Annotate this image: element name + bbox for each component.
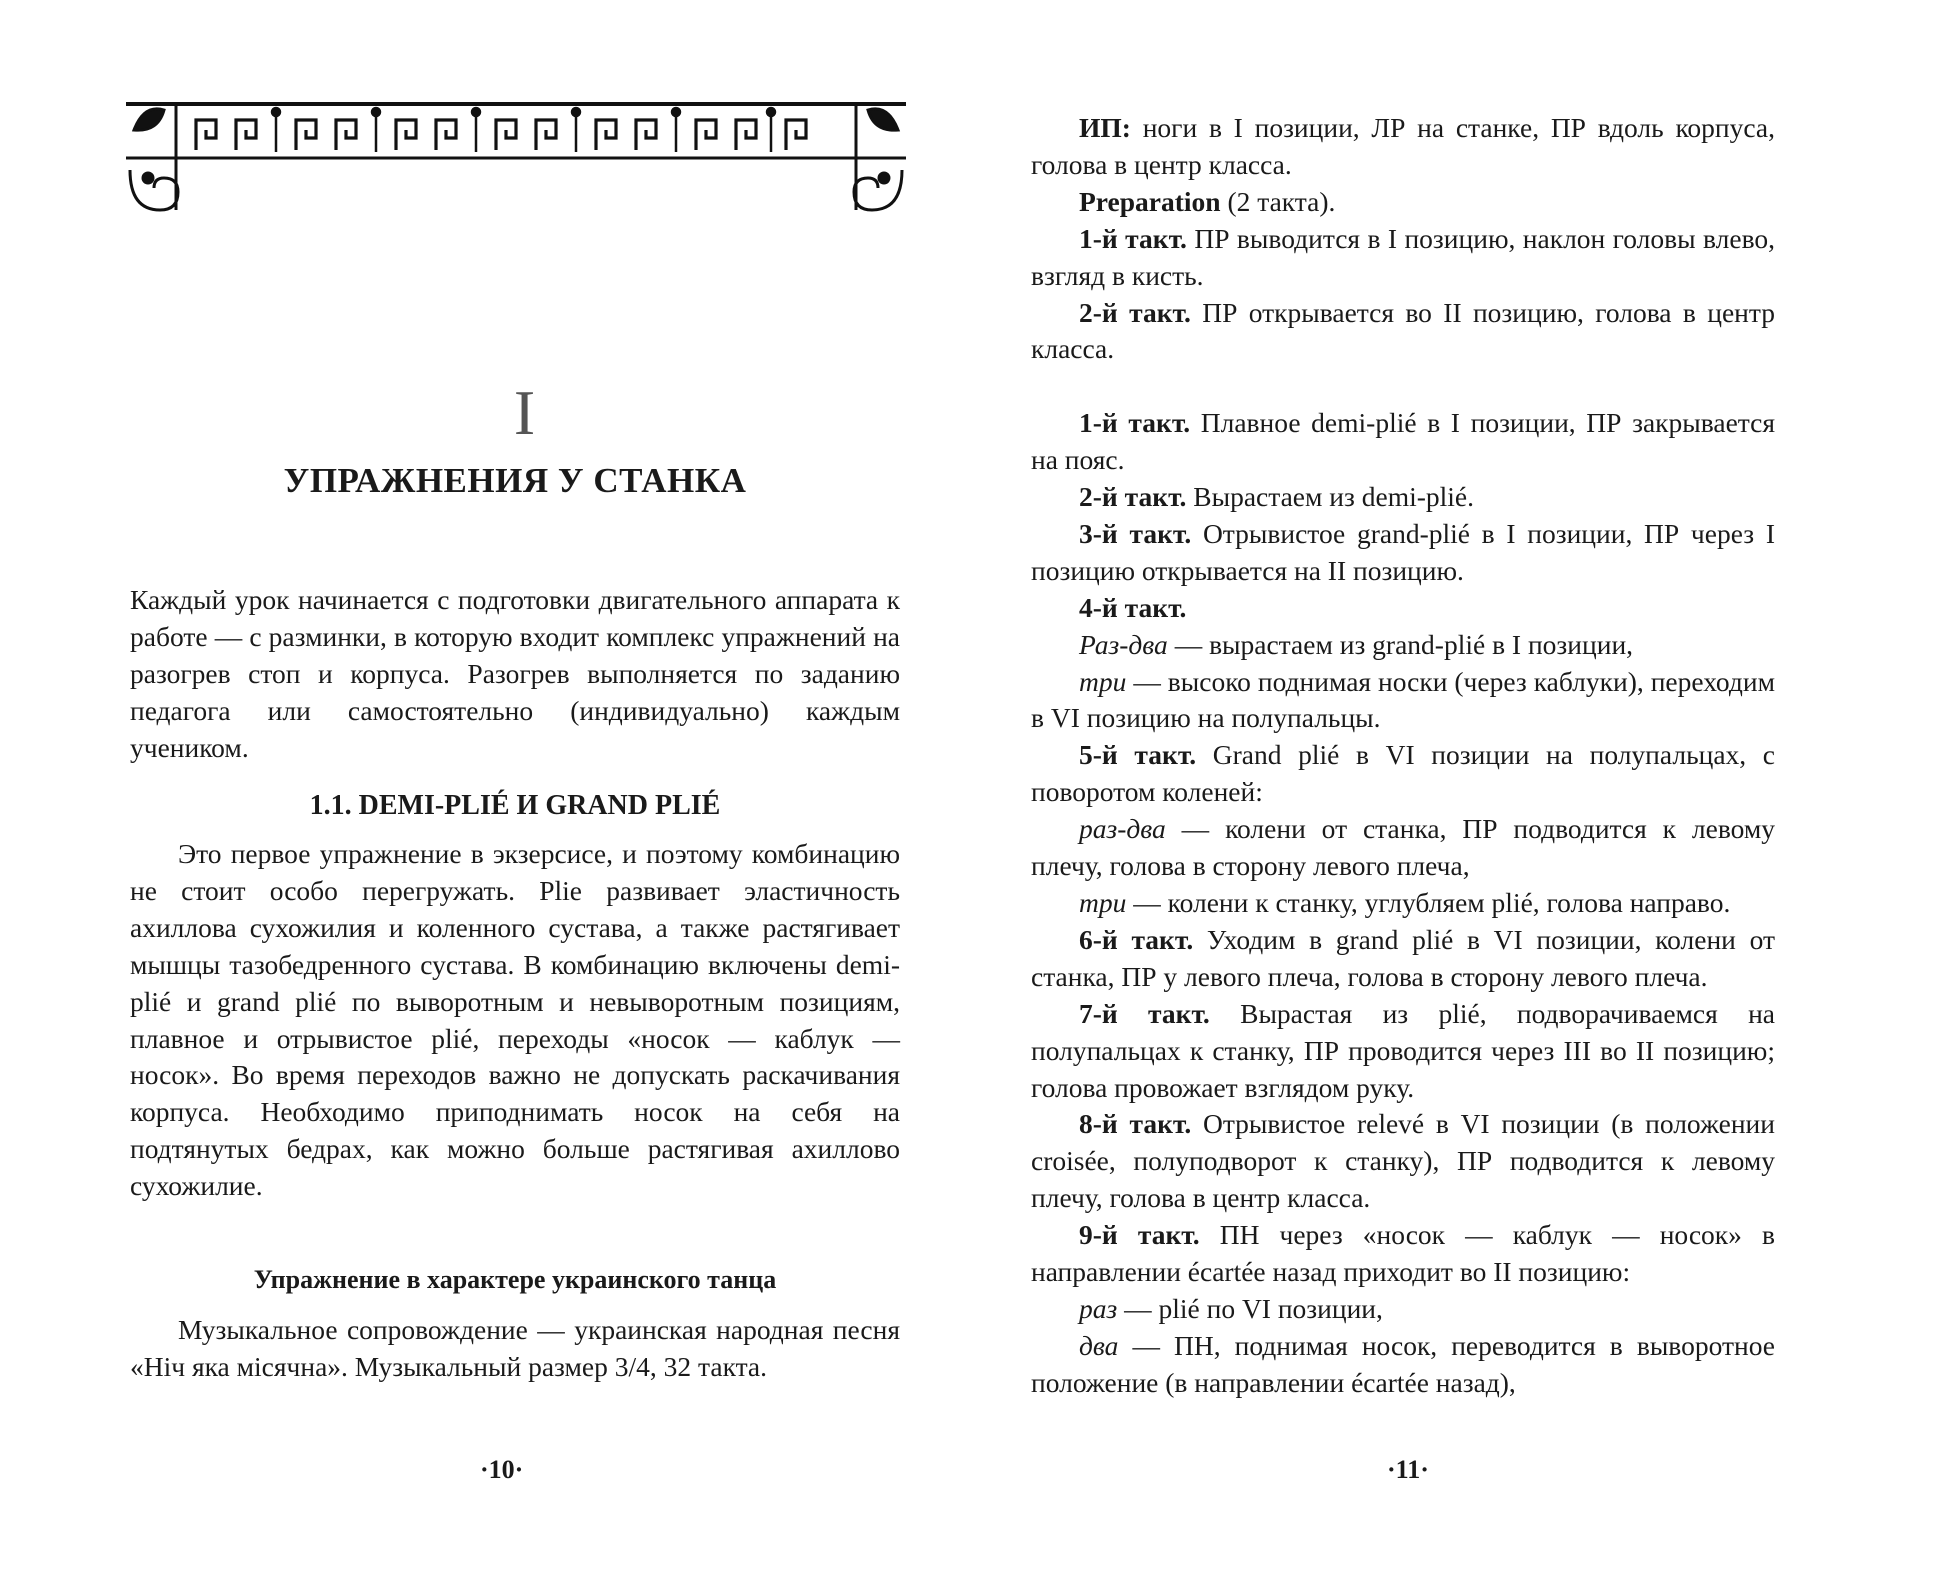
instruction-text: Отрывистое grand-plié в I позиции, ПР через I позицию открывается на II позицию.	[1031, 517, 1775, 586]
instruction-label: Preparation	[1079, 185, 1221, 217]
instruction-label: ИП:	[1079, 112, 1131, 143]
instruction-text: Grand plié в VI позиции на полупальцах, с поворотом коленей:	[1031, 739, 1775, 808]
instruction-text: — вырастаем из grand-plié в I позиции,	[1167, 628, 1634, 660]
instruction-text: Вырастаем из demi-plié.	[1186, 481, 1474, 513]
instruction-text: ПН через «носок — каблук — носок» в направлении écartée назад приходит во II позицию:	[1031, 1219, 1775, 1288]
instruction-label: раз	[1079, 1292, 1118, 1324]
instruction-label: 1-й такт.	[1079, 407, 1191, 439]
instruction-paragraph	[1031, 221, 1775, 295]
page-number-right: ·11·	[1387, 1455, 1429, 1484]
instruction-paragraph	[1031, 627, 1775, 664]
chapter-numeral: I	[513, 377, 537, 448]
instruction-label: раз-два	[1079, 813, 1166, 845]
exercise-title: Упражнение в характере украинского танца	[253, 1265, 777, 1294]
instruction-text: (2 такта).	[1220, 185, 1336, 217]
instruction-text: — plié по VI позиции,	[1117, 1292, 1383, 1324]
instruction-label: 1-й такт.	[1079, 222, 1187, 254]
instruction-paragraph	[1031, 1217, 1775, 1291]
instruction-text: ПР открывается во II позицию, голова в центр класса.	[1031, 296, 1775, 365]
instruction-text: ноги в I позиции, ЛР на станке, ПР вдоль корпуса, голова в центр класса.	[1031, 112, 1775, 180]
chapter-title: УПРАЖНЕНИЯ У СТАНКА	[283, 461, 747, 500]
instruction-paragraph	[1031, 295, 1775, 369]
instruction-text: — колени к станку, углубляем plié, голова направо.	[1126, 887, 1731, 919]
instruction-paragraph	[1031, 405, 1775, 479]
instruction-paragraph	[1031, 922, 1775, 996]
page-number-left: ·10·	[480, 1455, 524, 1484]
instruction-text: — высоко поднимая носки (через каблуки), переходим в VI позицию на полупальцы.	[1031, 665, 1775, 734]
instruction-paragraph	[1031, 1291, 1775, 1328]
paragraph-spacer	[1031, 368, 1775, 405]
instruction-list	[1031, 110, 1775, 1402]
instruction-paragraph	[1031, 516, 1775, 590]
instruction-paragraph	[1031, 1328, 1775, 1402]
instruction-label: 3-й такт.	[1079, 517, 1192, 549]
instruction-paragraph	[1031, 664, 1775, 738]
instruction-paragraph	[1031, 110, 1775, 184]
right-page	[967, 0, 1934, 1576]
instruction-label: 8-й такт.	[1079, 1108, 1192, 1140]
instruction-label: 2-й такт.	[1079, 296, 1191, 328]
instruction-text: — колени от станка, ПР подводится к левому плечу, голова в сторону левого плеча,	[1031, 813, 1775, 882]
instruction-paragraph	[1031, 184, 1775, 221]
instruction-text: Отрывистое relevé в VI позиции (в положении croisée, полуподворот к станку), ПР подводится к левому плечу, голова в центр класса.	[1031, 1108, 1775, 1214]
instruction-text: — ПН, поднимая носок, переводится в выворотное положение (в направлении écartée назад),	[1031, 1329, 1775, 1398]
instruction-text: ПР выводится в I позицию, наклон головы влево, взгляд в кисть.	[1031, 222, 1775, 291]
section-title: 1.1. DEMI-PLIÉ И GRAND PLIÉ	[309, 790, 721, 821]
instruction-label: 6-й такт.	[1079, 923, 1194, 955]
instruction-label: 7-й такт.	[1079, 997, 1210, 1029]
instruction-label: Раз-два	[1079, 628, 1168, 660]
instruction-label: три	[1079, 665, 1127, 697]
instruction-paragraph	[1031, 811, 1775, 885]
instruction-paragraph	[1031, 737, 1775, 811]
instruction-label: 5-й такт.	[1079, 739, 1197, 771]
exercise-paragraph: Музыкальное сопровождение — украинская народная песня «Ніч яка місячна». Музыкальный размер 3/4, 32 такта.	[130, 1314, 900, 1382]
section-paragraph: Это первое упражнение в экзерсисе, и поэтому комбинацию не стоит особо перегружать. Plie развивает эластичность ахиллова сухожилия и коленного сустава, а также растягивает мышцы тазобедренного сустава. В комбинацию включены demi-plié и grand plié по выворотным и невыворотным позициям, плавное и отрывистое plié, переходы «носок — каблук — носок». Во время переходов важно не допускать раскачивания корпуса. Необходимо приподнимать носок на себя на подтянутых бедрах, как можно больше растягивая ахиллово сухожилие.	[130, 838, 900, 1202]
ornament-border-icon	[126, 100, 906, 220]
instruction-label: три	[1079, 887, 1127, 919]
instruction-text: Уходим в grand plié в VI позиции, колени от станка, ПР у левого плеча, голова в сторону левого плеча.	[1031, 923, 1775, 992]
intro-paragraph: Каждый урок начинается с подготовки двигательного аппарата к работе — с разминки, в которую входит комплекс упражнений на разогрев стоп и корпуса. Разогрев выполняется по заданию педагога или самостоятельно (индивидуально) каждым учеником.	[130, 584, 900, 763]
instruction-label: 4-й такт.	[1079, 591, 1187, 623]
instruction-label: 9-й такт.	[1079, 1219, 1200, 1251]
instruction-paragraph	[1031, 996, 1775, 1107]
instruction-text: Вырастая из plié, подворачиваемся на полупальцах к станку, ПР проводится через III во II позицию; голова провожает взглядом руку.	[1031, 997, 1775, 1103]
instruction-paragraph	[1031, 885, 1775, 922]
instruction-label: два	[1079, 1329, 1119, 1361]
instruction-paragraph	[1031, 1106, 1775, 1217]
instruction-paragraph	[1031, 479, 1775, 516]
instruction-paragraph	[1031, 590, 1775, 627]
instruction-label: 2-й такт.	[1079, 481, 1187, 513]
instruction-text: Плавное demi-plié в I позиции, ПР закрывается на пояс.	[1031, 407, 1775, 476]
